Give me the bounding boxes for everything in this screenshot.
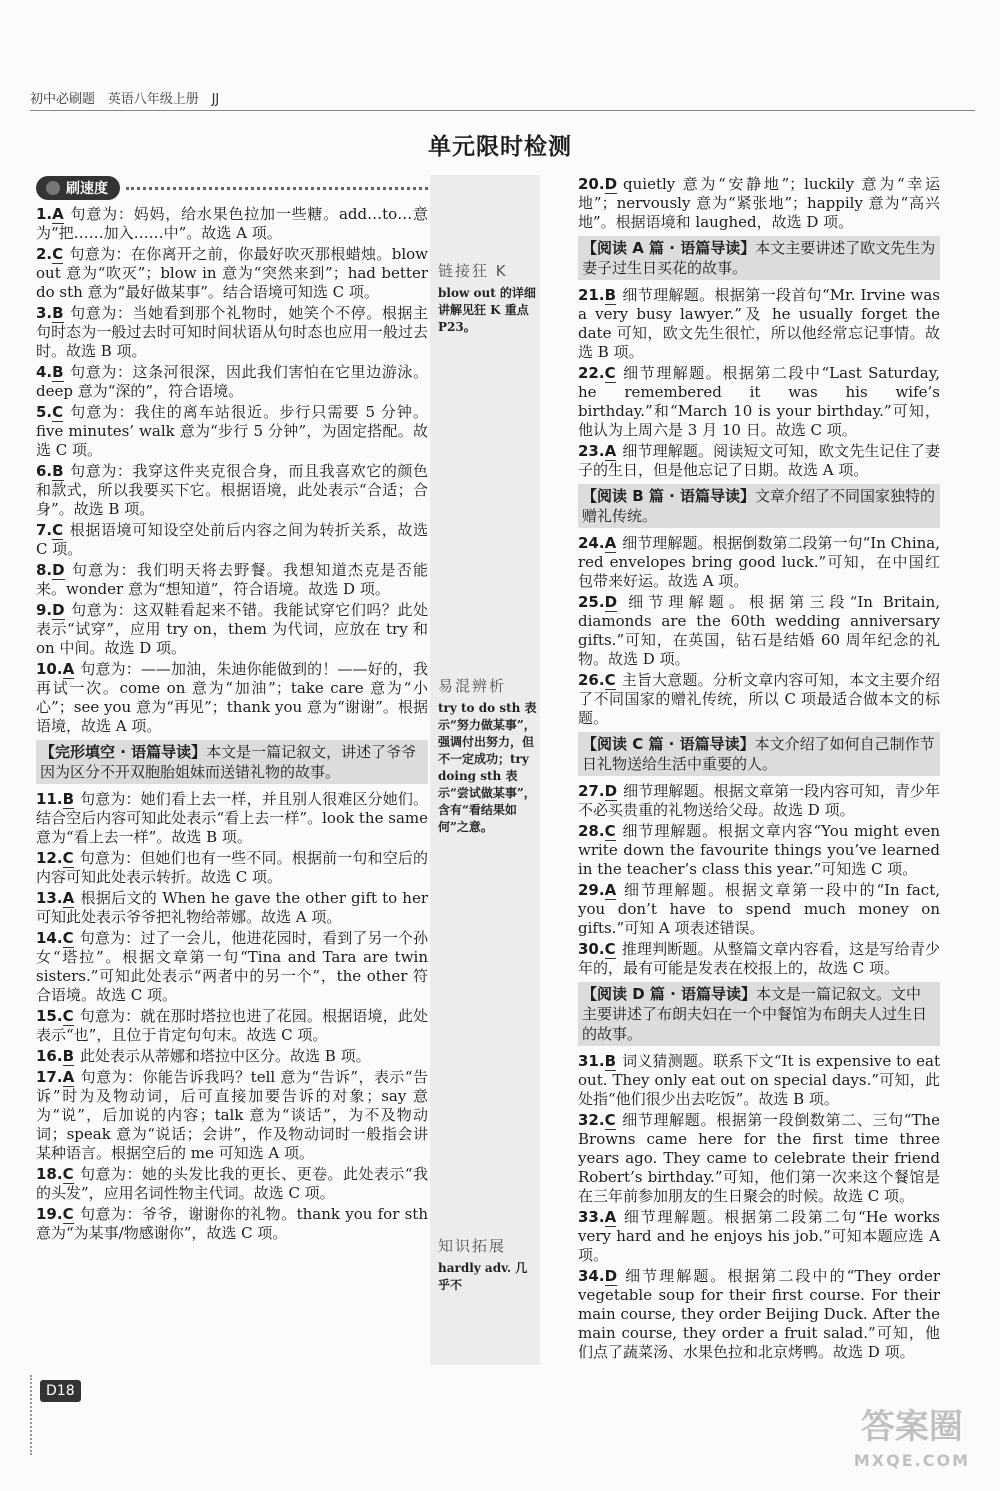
answer-entry (36, 1047, 428, 1066)
explanation-text: 词义猜测题。联系下文“It is expensive to eat out. They only eat out on special days.”可知，此处指“他们很少出去吃饭”。故选 B 项。 (578, 1052, 940, 1108)
explanation-text: 句意为：就在那时塔拉也进了花园。根据语境，此处表示“也”，且位于肯定句句末。故选 C 项。 (36, 1007, 428, 1044)
question-number: 21. (578, 286, 605, 304)
question-number: 26. (578, 671, 605, 689)
answer-letter: C (604, 822, 616, 840)
question-number: 15. (36, 1007, 63, 1025)
answer-entry (36, 849, 428, 887)
explanation-text: 细节理解题。根据文章第一段内容可知，青少年不必买贵重的礼物送给父母。故选 D 项。 (578, 782, 940, 819)
answer-letter: B (604, 1052, 617, 1070)
explanation-text: 根据后文的 When he gave the other gift to her 可知此处表示爷爷把礼物给蒂娜。故选 A 项。 (36, 889, 428, 926)
page-title: 单元限时检测 (428, 134, 572, 160)
page-number: D18 (40, 1380, 81, 1402)
question-number: 19. (36, 1205, 63, 1223)
answer-letter: C (62, 1205, 74, 1223)
answer-entry (578, 534, 940, 591)
explanation-text: 句意为：爷爷，谢谢你的礼物。thank you for sth 意为“为某事/物感谢你”，故选 C 项。 (36, 1205, 428, 1242)
answer-letter: B (52, 304, 64, 322)
explanation-text: 细节理解题。根据第三段“In Britain, diamonds are the 60th wedding anniversary gifts.”可知，在英国，钻石是结婚 60 周年纪念的礼物。故选 D 项。 (578, 593, 940, 668)
answer-letter: D (52, 561, 65, 579)
guide-text: 本文是一篇记叙文。文中主要讲述了布朗夫妇在一个中餐馆为布朗夫人过生日的故事。 (582, 985, 928, 1043)
guide-text: 本文主要讲述了欧文先生为妻子过生日买花的故事。 (582, 239, 936, 277)
confuse-note-title: 易混辨析 (438, 677, 507, 695)
explanation-text: 细节理解题。根据文章内容“You might even write down the favourite things you’ve learned in the teacher’s class this year.”可知选 C 项。 (578, 822, 940, 878)
answer-entry (36, 304, 428, 361)
question-number: 8. (36, 561, 53, 579)
sidebar-notes (430, 175, 540, 1365)
answer-letter: D (52, 601, 65, 619)
answer-letter: A (62, 889, 75, 907)
page-edge-dots (30, 1375, 40, 1455)
answer-entry (36, 245, 428, 302)
question-number: 30. (578, 940, 605, 958)
answer-letter: C (52, 521, 64, 539)
question-number: 4. (36, 363, 53, 381)
confuse-note (438, 675, 538, 836)
question-number: 12. (36, 849, 63, 867)
explanation-text: 句意为：但她们也有一些不同。根据前一句和空后的内容可知此处表示转折。故选 C 项。 (36, 849, 428, 886)
page-header (30, 88, 975, 111)
answer-letter: A (62, 1068, 75, 1086)
explanation-text: 根据语境可知设空处前后内容之间为转折关系，故选 C 项。 (36, 521, 428, 558)
answer-entry (36, 1205, 428, 1243)
explanation-text: quietly 意为“安静地”；luckily 意为“幸运地”；nervously 意为“紧张地”；happily 意为“高兴地”。根据语境和 laughed，故选 D 项。 (578, 175, 940, 231)
explanation-text: 细节理解题。根据第二段中“Last Saturday, he remembered it was his wife’s birthday.”和“March 10 is your birthday.”可知，他认为上周六是 3 月 10 日。故选 C 项。 (578, 364, 940, 439)
question-number: 24. (578, 534, 605, 552)
explanation-text: 细节理解题。根据第一段倒数第二、三句“The Browns came here for the first time three years ago. They came to celebrate their friend Robert’s birthday.”可知，他们第一次来这个餐馆是在三年前参加朋友的生日聚会的时候。故选 C 项。 (578, 1111, 940, 1205)
question-number: 20. (578, 175, 605, 193)
explanation-text: 推理判断题。从整篇文章内容看，这是写给青少年的，最有可能是发表在校报上的，故选 C 项。 (578, 940, 940, 977)
reading-guide (578, 484, 940, 528)
explanation-text: 句意为：这条河很深，因此我们害怕在它里边游泳。deep 意为“深的”，符合语境。 (36, 363, 428, 400)
explanation-text: 句意为：我住的离车站很近。步行只需要 5 分钟。five minutes’ walk 意为“步行 5 分钟”，为固定搭配。故选 C 项。 (36, 403, 428, 459)
answer-entry (36, 660, 428, 736)
explanation-text: 句意为：过了一会儿，他进花园时，看到了另一个孙女“塔拉”。根据文章第一句“Tina and Tara are twin sisters.”可知此处表示“两者中的另一个”，the other 符合语境。故选 C 项。 (36, 929, 428, 1004)
question-number: 3. (36, 304, 53, 322)
answer-entry (578, 822, 940, 879)
answer-entry (36, 889, 428, 927)
explanation-text: 句意为：当她看到那个礼物时，她笑个不停。根据主句时态为一般过去时可知时间状语从句时态也应用一般过去时。故选 B 项。 (36, 304, 428, 360)
answer-entry (36, 462, 428, 519)
explanation-text: 细节理解题。根据倒数第二段第一句“In China, red envelopes bring good luck.”可知，在中国红包带来好运。故选 A 项。 (578, 534, 940, 590)
answer-entry (578, 593, 940, 669)
question-number: 18. (36, 1165, 63, 1183)
answer-letter: D (604, 782, 618, 800)
answer-entry (36, 1068, 428, 1163)
knowledge-note-title: 知识拓展 (438, 1237, 507, 1255)
question-number: 23. (578, 442, 605, 460)
question-number: 31. (578, 1052, 605, 1070)
knowledge-note (438, 1235, 538, 1294)
answer-entry (36, 790, 428, 847)
question-number: 27. (578, 782, 605, 800)
explanation-text: 细节理解题。根据第一段首句“Mr. Irvine was a very busy lawyer.”及 he usually forget the date 可知，欧文先生很忙，所以他经常忘记事情。故选 B 项。 (578, 286, 940, 361)
answer-entry (36, 363, 428, 401)
answer-entry (578, 782, 940, 820)
answer-letter: C (62, 849, 74, 867)
section-label: 刷速度 (66, 181, 108, 197)
knowledge-note-text: hardly adv. 几乎不 (438, 1261, 528, 1292)
answer-entry (578, 940, 940, 978)
answer-letter: A (52, 205, 64, 223)
header-series: 初中必刷题 (30, 92, 96, 107)
explanation-text: 句意为：我们明天将去野餐。我想知道杰克是否能来。wonder 意为“想知道”，符合语境。故选 D 项。 (36, 561, 428, 598)
question-number: 11. (36, 790, 63, 808)
question-number: 25. (578, 593, 605, 611)
guide-title: 【阅读 B 篇 · 语篇导读】 (582, 487, 756, 505)
reading-guide (578, 236, 940, 280)
answer-entry (578, 175, 940, 232)
question-number: 9. (36, 601, 53, 619)
header-edition: JJ (211, 92, 220, 107)
watermark-logo (853, 1407, 970, 1478)
answer-entry (36, 929, 428, 1005)
dotted-rule (126, 187, 428, 190)
answer-letter: C (604, 671, 616, 689)
guide-title: 【阅读 D 篇 · 语篇导读】 (582, 985, 757, 1003)
answer-letter: B (62, 790, 75, 808)
explanation-text: 句意为：她们看上去一样，并且别人很难区分她们。结合空后内容可知此处表示“看上去一样”。look the same 意为“看上去一样”。故选 B 项。 (36, 790, 428, 846)
explanation-text: 句意为：你能告诉我吗？tell 意为“告诉”，表示“告诉”时为及物动词，后可直接加要告诉的对象；say 意为“说”，后加说的内容；talk 意为“谈话”，为不及物动词；speak 意为“说话；会讲”，作及物动词时一般指会讲某种语言。根据空后的 me 可知选 A 项。 (36, 1068, 428, 1162)
answer-entry (36, 1007, 428, 1045)
answer-entry (36, 601, 428, 658)
section-header (36, 175, 428, 201)
question-number: 6. (36, 462, 53, 480)
question-number: 17. (36, 1068, 63, 1086)
question-number: 16. (36, 1047, 63, 1065)
guide-title: 【阅读 A 篇 · 语篇导读】 (582, 239, 756, 257)
answer-letter: A (604, 534, 617, 552)
explanation-text: 句意为：妈妈，给水果色拉加一些糖。add…to…意为“把……加入……中”。故选 A 项。 (36, 205, 428, 242)
question-number: 28. (578, 822, 605, 840)
answer-entry (578, 671, 940, 728)
answer-letter: C (62, 1007, 74, 1025)
answer-entry (578, 364, 940, 440)
reading-guide (578, 732, 940, 776)
right-answer-list (578, 175, 940, 1362)
answer-entry (36, 521, 428, 559)
answer-letter: C (604, 364, 616, 382)
answer-entry (578, 881, 940, 938)
watermark-main: 答案圈 (860, 1407, 963, 1447)
answer-letter: B (604, 286, 617, 304)
answer-letter: D (604, 593, 618, 611)
answer-letter: C (604, 1111, 616, 1129)
explanation-text: 主旨大意题。分析文章内容可知，本文主要介绍了不同国家的赠礼传统，所以 C 项最适合做本文的标题。 (578, 671, 940, 727)
answer-entry (36, 205, 428, 243)
answer-entry (578, 286, 940, 362)
watermark-sub: MXQE.COM (853, 1451, 970, 1470)
answer-letter: C (52, 403, 64, 421)
explanation-text: 细节理解题。根据文章第一段中的“In fact, you don’t have to spend much money on gifts.”可知 A 项表述错误。 (578, 881, 940, 937)
question-number: 13. (36, 889, 63, 907)
answer-letter: A (604, 442, 617, 460)
answer-letter: D (604, 1267, 618, 1285)
answer-entry (578, 1111, 940, 1206)
answer-entry (36, 403, 428, 460)
confuse-note-text: try to do sth 表示“努力做某事”，强调付出努力，但不一定成功；try doing sth 表示“尝试做某事”，含有“看结果如何”之意。 (438, 701, 537, 834)
explanation-text: 句意为：我穿这件夹克很合身，而且我喜欢它的颜色和款式，所以我要买下它。根据语境，此处表示“合适；合身”。故选 B 项。 (36, 462, 428, 518)
answer-letter: A (604, 1208, 617, 1226)
explanation-text: 细节理解题。根据第二段第二句“He works very hard and he enjoys his job.”可知本题应选 A 项。 (578, 1208, 940, 1264)
answer-entry (578, 1267, 940, 1362)
answer-entry (36, 1165, 428, 1203)
question-number: 29. (578, 881, 605, 899)
reading-guide (36, 740, 428, 784)
explanation-text: 此处表示从蒂娜和塔拉中区分。故选 B 项。 (80, 1047, 371, 1065)
link-note (438, 260, 538, 336)
explanation-text: 句意为：她的头发比我的更长、更卷。此处表示“我的头发”，应用名词性物主代词。故选 C 项。 (36, 1165, 428, 1202)
answer-letter: C (604, 940, 616, 958)
guide-text: 文章介绍了不同国家独特的赠礼传统。 (582, 487, 936, 525)
answer-letter: B (52, 462, 64, 480)
question-number: 1. (36, 205, 53, 223)
answer-entry (36, 561, 428, 599)
question-number: 7. (36, 521, 53, 539)
guide-title: 【阅读 C 篇 · 语篇导读】 (582, 735, 755, 753)
answer-letter: C (52, 245, 64, 263)
link-note-title: 链接狂 K (438, 262, 508, 280)
guide-title: 【完形填空 · 语篇导读】 (40, 743, 207, 761)
question-number: 34. (578, 1267, 605, 1285)
guide-text: 本文是一篇记叙文，讲述了爷爷因为区分不开双胞胎姐妹而送错礼物的故事。 (40, 743, 417, 781)
explanation-text: 句意为：这双鞋看起来不错。我能试穿它们吗？此处表示“试穿”，应用 try on，them 为代词，应放在 try 和 on 中间。故选 D 项。 (36, 601, 428, 657)
answer-letter: C (62, 1165, 74, 1183)
question-number: 10. (36, 660, 63, 678)
header-subject: 英语八年级上册 (107, 92, 199, 107)
question-number: 14. (36, 929, 63, 947)
pencil-icon (46, 181, 60, 195)
question-number: 2. (36, 245, 53, 263)
section-badge (36, 176, 120, 200)
question-number: 5. (36, 403, 53, 421)
answer-letter: B (52, 363, 64, 381)
answer-letter: A (62, 660, 75, 678)
answer-entry (578, 1208, 940, 1265)
question-number: 22. (578, 364, 605, 382)
question-number: 33. (578, 1208, 605, 1226)
explanation-text: 细节理解题。阅读短文可知，欧文先生记住了妻子的生日，但是他忘记了日期。故选 A 项。 (578, 442, 940, 479)
explanation-text: 句意为：——加油，朱迪你能做到的！——好的，我再试一次。come on 意为“加油”；take care 意为“小心”；see you 意为“再见”；thank you 意为“谢谢”。根据语境，故选 A 项。 (36, 660, 428, 735)
answer-letter: A (604, 881, 617, 899)
explanation-text: 句意为：在你离开之前，你最好吹灭那根蜡烛。blow out 意为“吹灭”；blow in 意为“突然来到”；had better do sth 意为“最好做某事”。结合语境可知选 C 项。 (36, 245, 428, 301)
question-number: 32. (578, 1111, 605, 1129)
left-answer-list (36, 205, 428, 1243)
explanation-text: 细节理解题。根据第二段中的“They order vegetable soup for their first course. For their main course, they order Beijing Duck. After the main course, they order a fruit salad.”可知，他们点了蔬菜汤、水果色拉和北京烤鸭。故选 D 项。 (578, 1267, 940, 1361)
left-column (36, 175, 428, 1245)
right-column (578, 175, 940, 1364)
answer-entry (578, 1052, 940, 1109)
link-note-text: blow out 的详细讲解见狂 K 重点 P23。 (438, 286, 536, 334)
reading-guide (578, 982, 940, 1046)
answer-letter: D (604, 175, 618, 193)
guide-text: 本文介绍了如何自己制作节日礼物送给生活中重要的人。 (582, 735, 935, 773)
answer-letter: C (62, 929, 74, 947)
answer-entry (578, 442, 940, 480)
answer-letter: B (62, 1047, 75, 1065)
